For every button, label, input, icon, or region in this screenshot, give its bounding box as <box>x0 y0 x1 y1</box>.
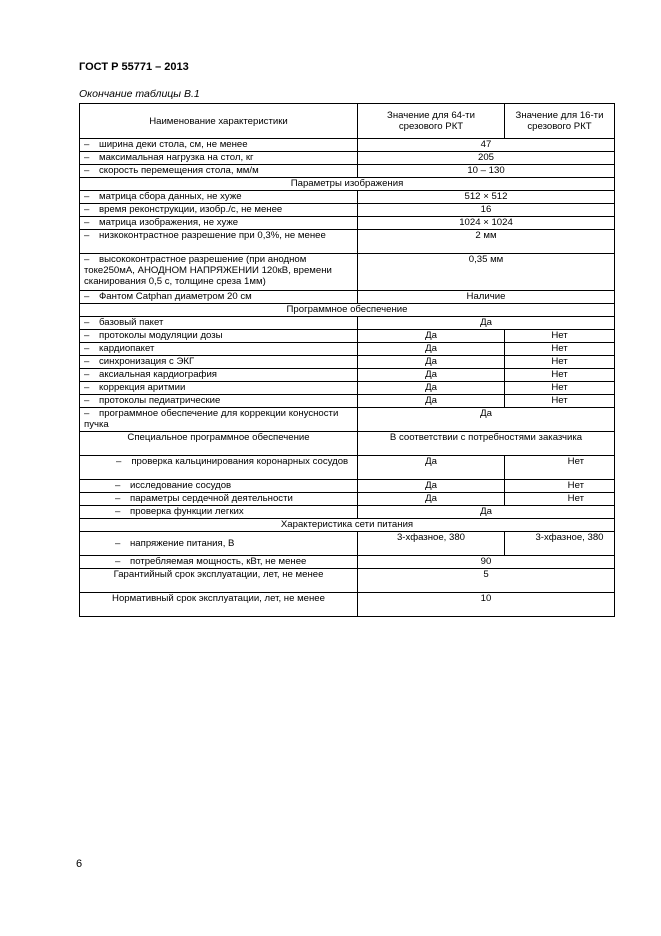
row-value: Да <box>358 408 615 432</box>
table-row <box>80 317 615 330</box>
row-name-cell <box>80 204 358 217</box>
row-name-cell <box>80 382 358 395</box>
row-name: потребляемая мощность, кВт, не менее <box>130 556 307 567</box>
row-value-64: 3-хфазное, 380 <box>358 532 505 556</box>
dash-marker: – <box>84 369 90 380</box>
document-header: ГОСТ Р 55771 – 2013 <box>79 61 189 73</box>
row-value: 512 × 512 <box>358 191 615 204</box>
dash-marker: – <box>84 382 90 393</box>
section-row <box>80 304 615 317</box>
row-value-16: 3-хфазное, 380 <box>505 532 615 556</box>
column-header-64-slice: Значение для 64-ти срезового РКТ <box>358 104 505 139</box>
row-name-cell <box>80 395 358 408</box>
row-name: коррекция аритмии <box>99 382 186 393</box>
table-row <box>80 408 615 432</box>
row-value-16: Нет <box>505 382 615 395</box>
row-name: скорость перемещения стола, мм/м <box>99 165 259 176</box>
row-value-64: Да <box>358 369 505 382</box>
table-row <box>80 343 615 356</box>
row-value-16: Нет <box>505 330 615 343</box>
row-name: базовый пакет <box>99 317 164 328</box>
table-caption: Окончание таблицы В.1 <box>79 88 200 100</box>
row-value-16: Нет <box>505 493 615 506</box>
row-value-64: Да <box>358 493 505 506</box>
column-header-name: Наименование характеристики <box>80 104 358 139</box>
row-value: 1024 × 1024 <box>358 217 615 230</box>
table-row <box>80 369 615 382</box>
table-row <box>80 330 615 343</box>
row-name: высококонтрастное разрешение (при анодном токе250мА, АНОДНОМ НАПРЯЖЕНИИ 120кВ, времени сканирования 0,5 с, толщине среза 1мм) <box>84 254 332 287</box>
row-value-64: Да <box>358 382 505 395</box>
dash-marker: – <box>84 191 90 202</box>
row-name: кардиопакет <box>99 343 155 354</box>
table-header-row <box>80 104 615 139</box>
row-name: низкоконтрастное разрешение при 0,3%, не менее <box>99 230 326 241</box>
table-row <box>80 395 615 408</box>
table-row <box>80 356 615 369</box>
dash-marker: – <box>84 139 90 150</box>
dash-marker: – <box>115 538 121 549</box>
column-header-16-slice: Значение для 16-ти срезового РКТ <box>505 104 615 139</box>
row-name: параметры сердечной деятельности <box>130 493 293 504</box>
row-value: 0,35 мм <box>358 254 615 291</box>
row-value: В соответствии с потребностями заказчика <box>358 432 615 456</box>
table-row <box>80 139 615 152</box>
row-name: Фантом Catphan диаметром 20 см <box>99 291 252 302</box>
dash-marker: – <box>84 217 90 228</box>
dash-marker: – <box>84 330 90 341</box>
dash-marker: – <box>115 506 121 517</box>
row-name: проверка кальцинирования коронарных сосудов <box>131 456 349 467</box>
row-name: ширина деки стола, см, не менее <box>99 139 248 150</box>
row-name: время реконструкции, изобр./с, не менее <box>99 204 283 215</box>
row-value-16: Нет <box>505 343 615 356</box>
table-row <box>80 382 615 395</box>
dash-marker: – <box>84 291 90 302</box>
row-name-cell <box>80 330 358 343</box>
row-name: напряжение питания, В <box>130 538 235 549</box>
row-name: проверка функции легких <box>130 506 244 517</box>
dash-marker: – <box>84 395 90 406</box>
row-value-64: Да <box>358 456 505 480</box>
row-name: матрица изображения, не хуже <box>99 217 239 228</box>
table-row <box>80 593 615 617</box>
section-row <box>80 178 615 191</box>
row-value-64: Да <box>358 480 505 493</box>
row-name-cell <box>80 480 358 493</box>
dash-marker: – <box>115 556 121 567</box>
row-value-64: Да <box>358 343 505 356</box>
row-name: матрица сбора данных, не хуже <box>99 191 242 202</box>
row-value: 10 <box>358 593 615 617</box>
dash-marker: – <box>84 230 90 241</box>
row-name-cell <box>80 456 358 480</box>
row-name: Специальное программное обеспечение <box>80 432 358 456</box>
dash-marker: – <box>84 204 90 215</box>
row-name-cell <box>80 191 358 204</box>
row-name-cell <box>80 532 358 556</box>
row-name: синхронизация с ЭКГ <box>99 356 195 367</box>
row-value-64: Да <box>358 356 505 369</box>
row-value-16: Нет <box>505 456 615 480</box>
dash-marker: – <box>84 356 90 367</box>
dash-marker: – <box>84 254 90 265</box>
dash-marker: – <box>84 317 90 328</box>
row-value: Да <box>358 506 615 519</box>
table-row <box>80 456 615 480</box>
dash-marker: – <box>115 493 121 504</box>
row-name-cell <box>80 291 358 304</box>
table-row <box>80 432 615 456</box>
row-name: исследование сосудов <box>130 480 232 491</box>
specification-table <box>79 103 615 617</box>
section-row <box>80 519 615 532</box>
table-row <box>80 493 615 506</box>
row-value: 16 <box>358 204 615 217</box>
row-name-cell <box>80 317 358 330</box>
row-name-cell <box>80 165 358 178</box>
dash-marker: – <box>84 343 90 354</box>
row-value-16: Нет <box>505 369 615 382</box>
row-name-cell <box>80 493 358 506</box>
row-value: 90 <box>358 556 615 569</box>
row-name-cell <box>80 139 358 152</box>
table-row <box>80 230 615 254</box>
row-name: аксиальная кардиография <box>99 369 217 380</box>
dash-marker: – <box>115 480 121 491</box>
dash-marker: – <box>84 165 90 176</box>
table-row <box>80 532 615 556</box>
row-value: Наличие <box>358 291 615 304</box>
row-value-16: Нет <box>505 356 615 369</box>
table-row <box>80 165 615 178</box>
dash-marker: – <box>84 152 90 163</box>
row-value: 2 мм <box>358 230 615 254</box>
table-row <box>80 217 615 230</box>
row-name-cell <box>80 556 358 569</box>
row-name-cell <box>80 343 358 356</box>
dash-marker: – <box>116 456 122 467</box>
row-name-cell <box>80 356 358 369</box>
row-name: Гарантийный срок эксплуатации, лет, не менее <box>80 569 358 593</box>
page-number: 6 <box>76 858 83 870</box>
row-value-16: Нет <box>505 480 615 493</box>
section-title: Параметры изображения <box>80 178 615 191</box>
row-value: 5 <box>358 569 615 593</box>
row-name-cell <box>80 506 358 519</box>
table-row <box>80 556 615 569</box>
row-value-64: Да <box>358 330 505 343</box>
row-name-cell <box>80 254 358 291</box>
dash-marker: – <box>84 408 90 419</box>
table-row <box>80 506 615 519</box>
row-name: Нормативный срок эксплуатации, лет, не менее <box>80 593 358 617</box>
row-value: 47 <box>358 139 615 152</box>
table-row <box>80 204 615 217</box>
row-name-cell <box>80 152 358 165</box>
row-value-16: Нет <box>505 395 615 408</box>
row-value: 10 – 130 <box>358 165 615 178</box>
table-row <box>80 254 615 291</box>
row-name-cell <box>80 408 358 432</box>
row-value: Да <box>358 317 615 330</box>
table-row <box>80 480 615 493</box>
table-row <box>80 152 615 165</box>
row-value-64: Да <box>358 395 505 408</box>
row-name: протоколы модуляции дозы <box>99 330 223 341</box>
row-name-cell <box>80 369 358 382</box>
table-row <box>80 191 615 204</box>
row-name: программное обеспечение для коррекции конусности пучка <box>84 408 339 430</box>
row-name: протоколы педиатрические <box>99 395 221 406</box>
section-title: Программное обеспечение <box>80 304 615 317</box>
row-name: максимальная нагрузка на стол, кг <box>99 152 254 163</box>
section-title: Характеристика сети питания <box>80 519 615 532</box>
row-value: 205 <box>358 152 615 165</box>
table-row <box>80 569 615 593</box>
row-name-cell <box>80 217 358 230</box>
table-row <box>80 291 615 304</box>
row-name-cell <box>80 230 358 254</box>
